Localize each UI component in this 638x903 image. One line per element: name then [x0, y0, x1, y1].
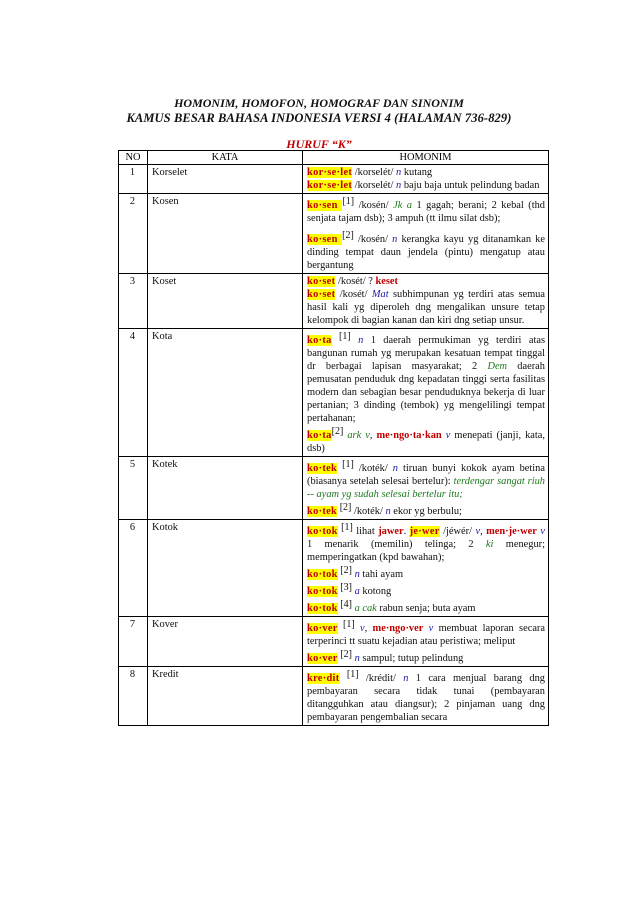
headword: kor·se·let — [307, 167, 353, 178]
headword: ko·ver — [307, 653, 338, 664]
pronunciation: /kosén/ — [354, 200, 394, 211]
sense-number: [4] — [340, 599, 352, 610]
headword: ko·sen — [307, 234, 343, 245]
row-word: Kover — [148, 617, 303, 667]
row-definition — [303, 520, 549, 617]
separator: . — [403, 526, 410, 537]
row-word: Kosen — [148, 194, 303, 274]
part-of-speech: n — [403, 673, 409, 684]
sense-number: [1] — [342, 196, 355, 207]
cross-reference: jawer — [378, 526, 404, 537]
meaning: 1 cara menjual barang dng pembayaran secara tidak tunai (pembayaran ditangguhkan atau diangsur); 2 pinjaman uang dng pembayaran pengembalian secara — [307, 673, 545, 723]
part-of-speech: n — [392, 234, 398, 245]
row-number: 5 — [119, 457, 148, 520]
entry — [307, 425, 545, 455]
part-of-speech: v — [360, 623, 365, 634]
sense-number: [2] — [342, 230, 354, 241]
sense-number: [2] — [331, 426, 344, 437]
sense-number: [2] — [339, 502, 352, 513]
table-row — [119, 457, 549, 520]
entry — [307, 275, 545, 288]
entry — [307, 179, 545, 192]
sense-number: [1] — [342, 459, 354, 470]
headword: kor·se·let — [307, 180, 353, 191]
meaning: membuat laporan secara terperinci tt suatu kejadian atau peristiwa; meliput — [307, 623, 545, 647]
derived-word: me·ngo·ver — [372, 623, 424, 634]
pronunciation: /koték/ — [353, 463, 393, 474]
sense-number: [2] — [340, 565, 352, 576]
table-row — [119, 617, 549, 667]
derived-word: me·ngo·ta·kan — [376, 430, 442, 441]
meaning: tiruan bunyi kokok ayam betina (biasanya setelah selesai bertelur): — [307, 463, 545, 487]
part-of-speech: n — [358, 335, 364, 346]
pronunciation: /kosén/ — [353, 234, 393, 245]
meaning: sampul; tutup pelindung — [359, 653, 464, 664]
entry — [307, 598, 545, 615]
meaning: rabun senja; buta ayam — [376, 603, 476, 614]
part-of-speech: Jk a — [393, 200, 412, 211]
headword: je·wer — [409, 526, 440, 537]
part-of-speech: n — [396, 180, 402, 191]
part-of-speech: v — [475, 526, 481, 537]
row-definition — [303, 667, 549, 726]
header-no: NO — [119, 151, 148, 165]
separator: , — [480, 526, 487, 537]
sense-number: [1] — [339, 331, 351, 342]
headword: ko·tek — [307, 463, 338, 474]
headword: ko·tek — [307, 506, 338, 517]
entry — [307, 648, 545, 665]
pronunciation: /korselét/ — [352, 180, 397, 191]
part-of-speech: n — [385, 506, 391, 517]
meaning: menegur; memperingatkan (kpd bawahan); — [307, 539, 545, 563]
pronunciation: /koték/ — [351, 506, 386, 517]
entry — [307, 618, 545, 648]
pronunciation: /korselét/ — [352, 167, 397, 178]
row-number: 8 — [119, 667, 148, 726]
row-number: 6 — [119, 520, 148, 617]
row-definition — [303, 617, 549, 667]
headword: ko·tok — [307, 586, 338, 597]
headword: ko·tok — [307, 569, 338, 580]
meaning: subhimpunan yg terdiri atas semua hasil kali yg diperoleh dng mengalikan unsure tetap kelompok di bagian kanan dan kiri dng setiap unsur. — [307, 289, 545, 326]
part-of-speech: n — [396, 167, 402, 178]
part-of-speech: Dem — [487, 361, 508, 372]
table-row — [119, 194, 549, 274]
meaning: 1 gagah; berani; 2 kebal (thd senjata tajam dsb); 3 ampuh (tt ilmu silat dsb); — [307, 200, 545, 224]
part-of-speech: n — [354, 653, 360, 664]
sense-number: [1] — [341, 522, 353, 533]
meaning: menepati (janji, kata, dsb) — [307, 430, 545, 454]
sense-number: [1] — [346, 669, 359, 680]
headword: ko·ta — [307, 430, 332, 441]
row-number: 7 — [119, 617, 148, 667]
meaning: 1 daerah permukiman yg terdiri atas bangunan rumah yg merupakan kesatuan tempat tinggal dr berbagai lapisan masyarakat; 2 — [307, 335, 545, 372]
part-of-speech: ki — [485, 539, 494, 550]
separator: , — [369, 430, 377, 441]
meaning: 1 menarik (memilin) telinga; 2 — [307, 539, 486, 550]
table-row — [119, 520, 549, 617]
row-word: Kotok — [148, 520, 303, 617]
pronunciation: /kosét/ ? — [335, 276, 376, 287]
meaning: tahi ayam — [359, 569, 404, 580]
headword: ko·set — [307, 289, 336, 300]
row-definition — [303, 274, 549, 329]
row-number: 1 — [119, 165, 148, 194]
see-text: lihat — [352, 526, 379, 537]
row-word: Kredit — [148, 667, 303, 726]
separator: , — [364, 623, 373, 634]
row-word: Koset — [148, 274, 303, 329]
pronunciation: /krédit/ — [358, 673, 404, 684]
headword: kre·dit — [307, 673, 340, 684]
entry — [307, 195, 545, 225]
document-subtitle: KAMUS BESAR BAHASA INDONESIA VERSI 4 (HALAMAN 736-829) — [126, 111, 512, 125]
homonim-table — [118, 150, 549, 726]
entry — [307, 458, 545, 501]
row-word: Kota — [148, 329, 303, 457]
part-of-speech: Mat — [371, 289, 389, 300]
sense-number: [2] — [340, 649, 352, 660]
table-header-row — [119, 151, 549, 165]
header-homonim: HOMONIM — [303, 151, 549, 165]
meaning: kerangka kayu yg ditanamkan ke dinding tempat daun jendela (pintu) mengatup atau bergantung — [307, 234, 545, 271]
meaning: daerah pemusatan penduduk dng kepadatan tinggi serta fasilitas modern dan sebagian besar penduduknya bekerja di luar pertanian; 3 dinding (tembok) yg mengelilingi tempat pertahanan; — [307, 361, 545, 424]
headword: ko·sen — [307, 200, 343, 211]
table-row — [119, 667, 549, 726]
document-title: HOMONIM, HOMOFON, HOMOGRAF DAN SINONIM — [174, 96, 464, 110]
headword: ko·ver — [307, 623, 338, 634]
entry — [307, 564, 545, 581]
headword: ko·tok — [307, 603, 338, 614]
part-of-speech: ark v — [347, 430, 370, 441]
derived-word: men·je·wer — [486, 526, 537, 537]
row-number: 2 — [119, 194, 148, 274]
part-of-speech: v — [423, 623, 434, 634]
entry — [307, 668, 545, 724]
row-definition — [303, 194, 549, 274]
section-heading: HURUF “K” — [286, 137, 352, 151]
pronunciation: /jéwér/ — [439, 526, 476, 537]
row-word: Korselet — [148, 165, 303, 194]
table-row — [119, 274, 549, 329]
entry — [307, 330, 545, 425]
entry — [307, 229, 545, 272]
entry — [307, 288, 545, 327]
entry — [307, 581, 545, 598]
row-number: 3 — [119, 274, 148, 329]
row-definition — [303, 457, 549, 520]
example: terdengar sangat riuh -- ayam yg sudah selesai bertelur itu; — [307, 476, 546, 500]
sense-number: [3] — [340, 582, 352, 593]
sense-number: [1] — [343, 619, 355, 630]
row-number: 4 — [119, 329, 148, 457]
headword: ko·tok — [307, 526, 338, 537]
entry — [307, 521, 545, 564]
meaning: ekor yg berbulu; — [390, 506, 462, 517]
part-of-speech: n — [392, 463, 398, 474]
meaning: baju baja untuk pelindung badan — [401, 180, 540, 191]
headword: ko·ta — [307, 335, 332, 346]
row-word: Kotek — [148, 457, 303, 520]
meaning: kotong — [359, 586, 392, 597]
part-of-speech: a — [354, 586, 360, 597]
meaning: kutang — [401, 167, 433, 178]
headword: ko·set — [307, 276, 336, 287]
row-definition — [303, 329, 549, 457]
table-row — [119, 165, 549, 194]
cross-reference: keset — [375, 276, 398, 287]
pronunciation: /kosét/ — [335, 289, 372, 300]
entry — [307, 166, 545, 179]
row-definition — [303, 165, 549, 194]
table-row — [119, 329, 549, 457]
header-kata: KATA — [148, 151, 303, 165]
part-of-speech: a cak — [354, 603, 377, 614]
part-of-speech: n — [354, 569, 360, 580]
part-of-speech: v — [536, 526, 545, 537]
entry — [307, 501, 545, 518]
part-of-speech: v — [441, 430, 451, 441]
